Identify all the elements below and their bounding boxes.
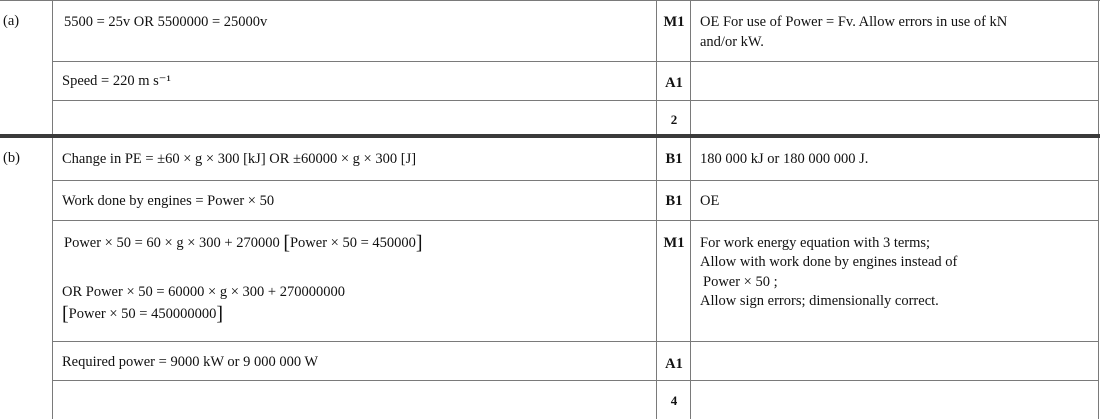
bracket-open: [ bbox=[283, 232, 290, 254]
answer-a2: Speed = 220 m s⁻¹ bbox=[62, 73, 171, 89]
answer-b4: Required power = 9000 kW or 9 000 000 W bbox=[62, 354, 319, 370]
answer-b3-line2: OR Power × 50 = 60000 × g × 300 + 270000000 bbox=[62, 284, 345, 300]
part-separator bbox=[0, 134, 1100, 138]
equation-result: Power × 50 = 450000000 bbox=[68, 306, 217, 322]
answer-a1: 5500 = 25v OR 5500000 = 25000v bbox=[64, 14, 268, 30]
answer-b2: Work done by engines = Power × 50 bbox=[62, 193, 275, 209]
mark-b1: B1 bbox=[665, 151, 683, 167]
total-mark-b: 4 bbox=[670, 393, 678, 408]
row-divider bbox=[53, 380, 1098, 381]
row-divider bbox=[53, 100, 1098, 101]
comment-a1-line2: and/or kW. bbox=[700, 34, 764, 50]
mark-a2: A1 bbox=[665, 75, 683, 91]
comment-b3-line3: Power × 50 ; bbox=[703, 274, 778, 290]
mark-b4: A1 bbox=[665, 356, 683, 372]
bracket-close: ] bbox=[415, 232, 423, 254]
column-divider bbox=[1098, 0, 1099, 419]
column-divider bbox=[52, 0, 53, 419]
equation-part: Power × 50 = 60 × g × 300 + 270000 bbox=[64, 235, 284, 251]
comment-b3-line1: For work energy equation with 3 terms; bbox=[700, 235, 931, 251]
comment-b3-line4: Allow sign errors; dimensionally correct. bbox=[700, 293, 939, 309]
comment-a1-line1: OE For use of Power = Fv. Allow errors in use of kN bbox=[700, 14, 1008, 30]
mark-b3: M1 bbox=[663, 235, 685, 251]
row-divider bbox=[53, 220, 1098, 221]
bracket-close: ] bbox=[216, 303, 223, 325]
comment-b1: 180 000 kJ or 180 000 000 J. bbox=[700, 151, 869, 167]
row-divider bbox=[0, 0, 1100, 1]
comment-b2: OE bbox=[700, 193, 720, 209]
answer-b3-line3 bbox=[62, 305, 223, 323]
answer-b3-line1 bbox=[64, 234, 423, 252]
equation-result: Power × 50 = 450000 bbox=[289, 235, 416, 251]
bracket-open: [ bbox=[62, 303, 69, 325]
part-label-a: (a) bbox=[3, 13, 20, 29]
mark-b2: B1 bbox=[665, 193, 683, 209]
part-label-b: (b) bbox=[3, 150, 20, 166]
comment-b3-line2: Allow with work done by engines instead of bbox=[700, 254, 958, 270]
row-divider bbox=[53, 61, 1098, 62]
answer-b1: Change in PE = ±60 × g × 300 [kJ] OR ±60000 × g × 300 [J] bbox=[62, 151, 417, 167]
row-divider bbox=[53, 180, 1098, 181]
total-mark-a: 2 bbox=[670, 112, 678, 127]
row-divider bbox=[53, 341, 1098, 342]
mark-a1: M1 bbox=[663, 14, 685, 30]
